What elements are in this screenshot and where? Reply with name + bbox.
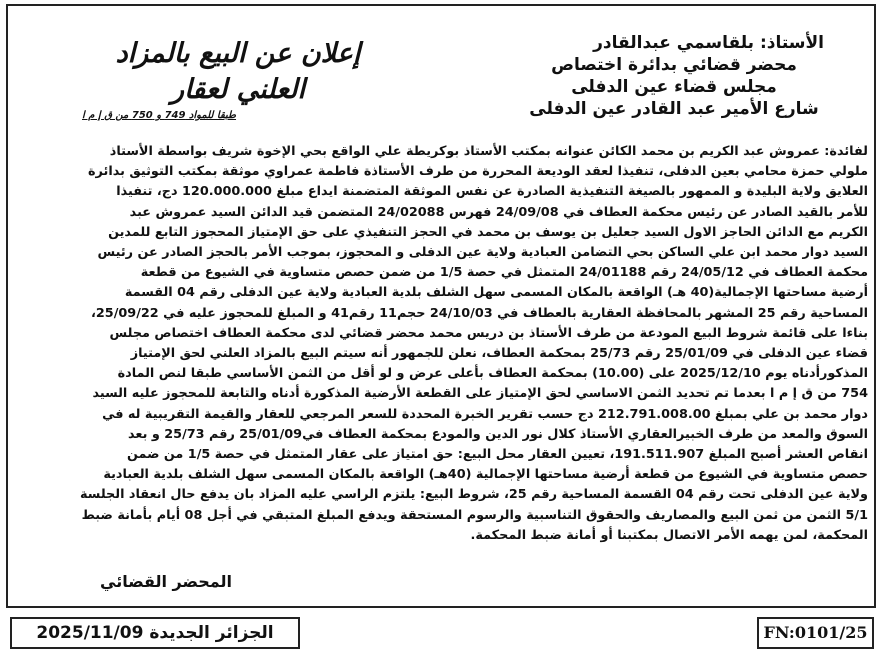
body-line: 754 من ق إ م ا بعدما تم تحديد الثمن الاساسي لحق الإمتياز على القطعة الأرضية المذكورة أدناه والتابعة للمحجوز عليه السيد [92, 386, 868, 402]
body-line: الكريم مع الدائن الحاجز الاول السيد جعليل بن يوسف بن محمد في الحجز التنفيذي على حق الإمتياز المحجوز التابع للمدين [108, 224, 868, 240]
body-line: العلايق ولاية البليدة و الممهور بالصيغة التنفيذية الصادرة عن نفس الموثقة المتضمنة ايداع مبلغ 120.000.000 دج، تنفيذا [116, 184, 868, 200]
notice-heading [78, 36, 398, 121]
body-line: للأمر بالقيد الصادر عن رئيس محكمة العطاف في 24/09/08 فهرس 24/02088 المتضمن قيد الدائن السيد عمروش عبد [129, 204, 868, 220]
body-line: بناءا على قائمة شروط البيع المودعة من طرف الأستاذ بن دريس محمد محضر قضائي لدى محكمة العطاف اختصاص مجلس [109, 325, 868, 341]
body-line: المساحية رقم 25 المشهر بالمحافظة العقارية بالعطاف في 24/10/03 حجم11 رقم41 و المبلغ للمحجوز عليه في 25/09/22، [91, 305, 868, 321]
body-line: حصص متساوية في الشيوع من قطعة أرضية مساحتها الإجمالية (40هـ) الواقعة بالمكان المسمى سهل الشلف بلدية العبادية [103, 467, 868, 483]
court-name: مجلس قضاء عين الدفلى [571, 77, 777, 97]
legal-basis: طبقا للمواد 749 و 750 من ق إ م ا [82, 110, 237, 121]
notice-title-line-1: إعلان عن البيع بالمزاد [115, 38, 361, 69]
body-line: 5/1 الثمن من ثمن البيع والمصاريف والحقوق التناسبية والرسوم المستحقة ويدفع المبلغ المتبقي في أجل 08 أيام بأمانة ضبط [81, 507, 868, 523]
bailiff-title: محضر قضائي بدائرة اختصاص [551, 55, 797, 75]
body-line: السوق والمعد من طرف الخبيرالعقاري الأستاذ كلال نور الدين والمودع بمحكمة العطاف في25/01/09 رقم 25/73 و بعد [127, 426, 868, 442]
file-number: FN:0101/25 [757, 617, 874, 649]
body-line: لفائدة: عمروش عبد الكريم بن محمد الكائن عنوانه بمكتب الأستاذ بوكريطة علي الواقع بحي الإخوة شريف بواسطة الأستاذ [109, 144, 868, 159]
signature-label: المحضر القضائي [100, 572, 233, 591]
body-line: محكمة العطاف في 24/05/12 رقم 24/01188 المتمثل في حصة 1/5 من ضمن حصص متساوية في الشيوع من قطعة [140, 265, 868, 281]
newspaper-date: الجزائر الجديدة 2025/11/09 [10, 617, 300, 649]
body-line: السيد دوار محمد ابن علي الساكن بحي التضامن العبادية ولاية عين الدفلى و المحجوز، بموجب الأمر بالحجز الصادر عن رئيس [97, 245, 868, 261]
body-line: ملولي حمزة محامي بعين الدفلى، تنفيذا لعقد الوديعة المحررة من طرف الأستاذة فاطمة عمراوي موثقة بمكتب التوثيق بدائرة [88, 164, 868, 180]
body-line: دوار محمد بن علي بمبلغ 212.791.008.00 دج حسب تقرير الخبرة المحددة للسعر المرجعي للعقار والقيمة التقريبية له في [102, 406, 868, 422]
office-address: شارع الأمير عبد القادر عين الدفلى [529, 99, 819, 119]
body-line: المحكمة، لمن يهمه الأمر الاتصال بمكتبنا أو أمانة ضبط المحكمة. [470, 527, 868, 543]
notice-title-line-2: العلني لعقار [171, 74, 305, 105]
body-line: ولاية عين الدفلى تحت رقم 04 القسمة المساحية رقم 25، شروط البيع: يلتزم الراسي عليه المزاد بان يدفع حال انعقاد الجلسة [80, 487, 868, 503]
body-line: انقاص العشر أصبح المبلغ 191.511.907، تعيين العقار محل البيع: حق امتياز على عقار المتمثل في حصة 1/5 من ضمن [126, 447, 868, 463]
notice-body [14, 142, 868, 546]
body-line: المذكورأدناه يوم 2025/12/10 على (10.00) بمحكمة العطاف بأعلى عرض و لو أقل من الثمن الأساسي طبقا لنص المادة [117, 366, 868, 382]
body-line: قضاء عين الدفلى في 25/01/09 رقم 25/73 بمحكمة العطاف، نعلن للجمهور أنه سيتم البيع بالمزاد العلني لحق الإمتياز [130, 346, 868, 362]
bailiff-header [494, 32, 854, 120]
bailiff-name: الأستاذ: بلقاسمي عبدالقادر [593, 33, 824, 53]
body-line: أرضية مساحتها الإجمالية(40 هـ) الواقعة بالمكان المسمى سهل الشلف بلدية العبادية ولاية عين الدفلى رقم 04 القسمة [124, 285, 868, 301]
